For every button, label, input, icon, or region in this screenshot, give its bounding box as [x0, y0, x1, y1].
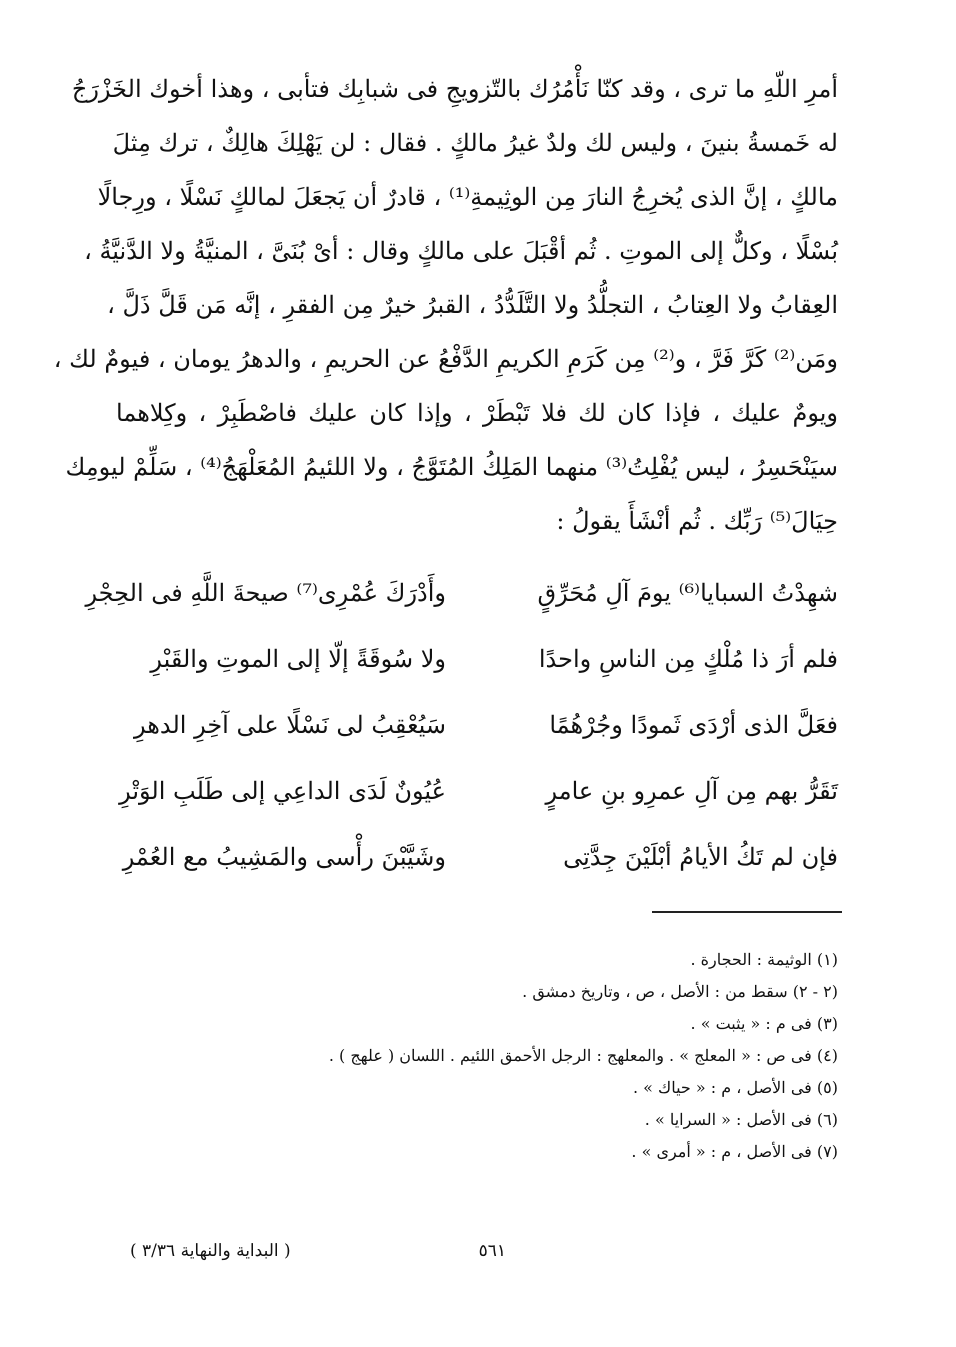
verse-first-hemistich: فلم أرَ ذا مُلْكٍ مِن الناسِ واحدًا — [538, 645, 838, 673]
prose-line: حِيَالَ⁽⁵⁾ رَبِّك . ثُم أنْشَأَ يقولُ : — [556, 507, 838, 535]
footnote: (٣) فى م : « يثبت » . — [690, 1014, 838, 1033]
footnote: (٤) فى ص : « المعلج » . والمعلهج : الرجل الأحمق اللئيم . اللسان ( علهج ) . — [328, 1046, 838, 1065]
footnote: (٥) فى الأصل ، م : « حياك » . — [632, 1078, 838, 1097]
verse-first-hemistich: شهِدْتُ السبايا⁽⁶⁾ يومَ آلِ مُحَرِّقٍ — [537, 579, 838, 607]
prose-paragraph — [53, 62, 839, 548]
prose-line: له خَمسةُ بنينَ ، وليس لك ولدٌ غيرُ مالكٍ . فقال : لن يَهْلِكَ هالِكٌ ، ترك مِثلَ — [112, 129, 838, 157]
footnote: (٧) فى الأصل ، م : « أمرى » . — [631, 1142, 838, 1161]
prose-line: ومَن⁽²⁾ كَرَّ فَرَّ ، و⁽²⁾ مِن كَرَمِ الكريمِ الدَّفْعُ عن الحريمِ ، والدهرُ يومان ، فيومٌ لك ، — [53, 345, 838, 373]
prose-line: ويومٌ عليك ، فإذا كان لك فلا تَبْطَرْ ، وإذا كان عليك فاصْطَبِرْ ، وكِلاهما — [116, 399, 839, 427]
verse-first-hemistich: فإن لم تَكُ الأيامُ أبْلَيْنَ جِدَّتِى — [563, 843, 838, 871]
footnote: (٢ - ٢) سقط من : الأصل ، ص ، وتاريخ دمشق . — [522, 982, 838, 1001]
verse-second-hemistich: عُيُونٌ لَدَى الداعِي إلى طَلَبِ الوَتْرِ — [119, 777, 446, 805]
prose-line: أمرِ اللّهِ ما ترى ، وقد كنّا نَأْمُرُك بالتّزويجِ فى شبابِك فتأبى ، وهذا أخوك الخَزْرَجُ — [71, 75, 838, 103]
verse-second-hemistich: وأَدْرَكَ عُمْرِى⁽⁷⁾ صيحةَ اللَّهِ فى الحِجْرِ — [85, 579, 446, 607]
prose-line: سيَنْحَسِرُ ، ليس يُفْلِتُ⁽³⁾ منهما المَلِكُ المُتَوَّجُ ، ولا اللئيمُ المُعَلْهَجُ⁽⁴⁾ ، سَلِّمْ ليومِك — [65, 453, 838, 481]
prose-line: مالكٍ ، إنَّ الذى يُخرِجُ النارَ مِن الوثِيمةِ⁽¹⁾ ، قادرٌ أن يَجعَلَ لمالكٍ نَسْلًا ، ورِجالًا — [97, 183, 838, 211]
source-reference: ( البداية والنهاية ٣/٣٦ ) — [130, 1241, 291, 1261]
footnotes — [116, 944, 838, 1168]
prose-line: بُسْلًا ، وكلٌّ إلى الموتِ . ثُم أقْبَلَ على مالكٍ وقال : أىْ بُنَىَّ ، المنيَّةُ ولا الدَّنيَّةُ ، — [84, 237, 838, 265]
verse-first-hemistich: فعَلَّ الذى أرْدَى ثَمودًا وجُرْهُمًا — [549, 711, 838, 739]
verse-first-hemistich: تَقَرُّ بهم مِن آلِ عمرِو بنِ عامرٍ — [545, 777, 838, 805]
footnote: (١) الوثيمة : الحجارة . — [690, 950, 838, 969]
verse-second-hemistich: سَيُعْقِبُ لى نَسْلًا على آخِرِ الدهرِ — [134, 711, 446, 739]
footnote: (٦) فى الأصل : « السرايا » . — [644, 1110, 838, 1129]
page-footer — [110, 1236, 846, 1266]
poem-verse — [116, 692, 838, 758]
page-number: ٥٦١ — [478, 1241, 506, 1261]
poem-verse — [116, 824, 838, 890]
verse-second-hemistich: وشَيَّبْنَ رأْسى والمَشِيبُ مع العُمْرِ — [122, 843, 446, 871]
footnote-divider — [652, 911, 842, 913]
poem — [85, 560, 838, 890]
poem-verse — [116, 626, 838, 692]
verse-second-hemistich: ولا سُوقَةً إلّا إلى الموتِ والقَبْرِ — [150, 645, 446, 673]
poem-verse — [116, 758, 838, 824]
prose-line: العِقابُ ولا العِتابُ ، التجلُّدُ ولا التَّلَدُّدُ ، القبرُ خيرٌ مِن الفقرِ ، إنَّه مَن قَلَّ ذَلَّ ، — [107, 291, 838, 319]
poem-verse — [85, 560, 838, 626]
